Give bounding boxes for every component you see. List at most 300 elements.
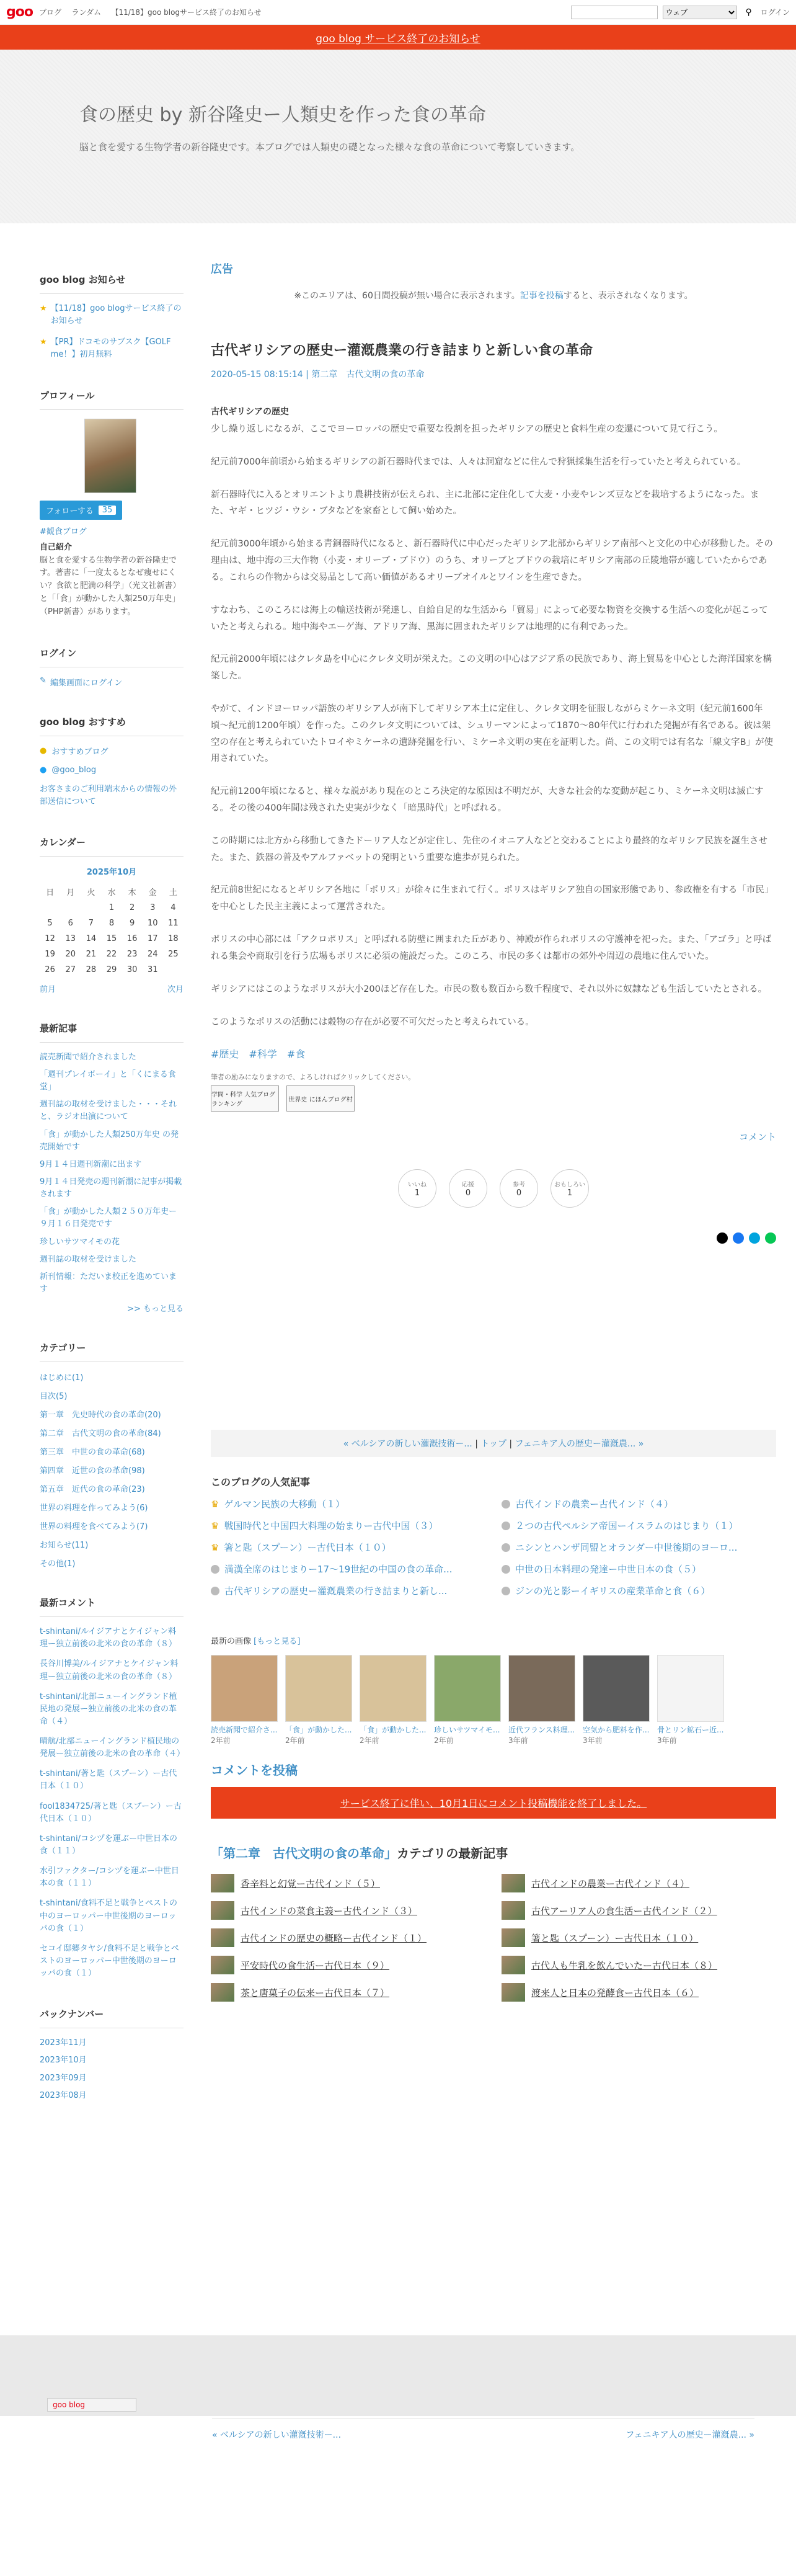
latest-image-caption[interactable]: 珍しいサツマイモ...	[434, 1726, 500, 1735]
line-share-icon[interactable]	[765, 1232, 776, 1244]
crown-icon: ♛	[211, 1541, 219, 1553]
calendar-weekday: 日	[46, 888, 55, 898]
category-link[interactable]: 目次(5)	[40, 1392, 68, 1402]
latest-image-item[interactable]	[285, 1655, 352, 1745]
category-latest-thumbnail[interactable]	[211, 1983, 234, 2002]
entry-subheading: 古代ギリシアの歴史	[211, 407, 289, 417]
latest-comment-link[interactable]: 長谷川博美/ルイジアナとケイジャン料理ー独立前後の北米の食の革命（８）	[40, 1659, 179, 1682]
category-latest-thumbnail[interactable]	[502, 1983, 525, 2002]
category-latest-link[interactable]: 平安時代の食生活ー古代日本（９）	[241, 1959, 390, 1971]
entry-paragraph: 紀元前3000年頃から始まる青銅器時代になると、新石器時代に中心だったギリシア北部からギリシア南部へと文化の中心が移動した。その理由は、地中海の三大作物（小麦・オリーブ・ブドウ）のうち、オリーブとブドウの栽培にギリシア南部の丘陵地帯が適していたからである。これらの作物からは交易品として高い価値があるオリーブオイルとワインを生産できた。	[211, 539, 773, 582]
popular-item	[211, 1584, 485, 1597]
calendar-day[interactable]: 23	[126, 949, 138, 959]
lightbulb-icon: ●	[40, 746, 47, 755]
tag-list	[211, 1046, 776, 1061]
notice-link[interactable]: 【11/18】goo blogサービス終了のお知らせ	[50, 304, 182, 326]
calendar-week	[40, 962, 184, 978]
category-latest-thumbnail[interactable]	[211, 1874, 234, 1892]
entry-paragraph: 紀元前8世紀になるとギリシア各地に「ポリス」が徐々に生まれて行く。ポリスはギリシア独自の国家形態であり、参政権を有する「市民」を中心とした民主主義によって運営された。	[211, 885, 774, 912]
latest-image-item[interactable]	[211, 1655, 278, 1745]
calendar-day[interactable]: 1	[108, 902, 115, 912]
calendar-day[interactable]: 30	[126, 965, 138, 974]
pager-top[interactable]: トップ	[480, 1439, 506, 1450]
login-link[interactable]: ログイン	[760, 8, 790, 17]
recent-article-link[interactable]: 9月１４日週刊新潮に出ます	[40, 1159, 142, 1169]
calendar-day[interactable]: 15	[106, 934, 117, 943]
backnumber-link[interactable]: 2023年09月	[40, 2073, 87, 2083]
popular-article-link[interactable]: 古代ギリシアの歴史ー灌漑農業の行き詰まりと新し...	[224, 1585, 448, 1597]
bullet-icon	[502, 1587, 510, 1595]
popular-item	[502, 1519, 776, 1532]
twitter-icon: ●	[40, 765, 47, 775]
star-icon: ★	[40, 304, 47, 313]
popular-item	[502, 1497, 776, 1510]
calendar-day[interactable]: 14	[86, 934, 97, 943]
footer-goo-blog-logo[interactable]: goo blog	[47, 2398, 136, 2412]
popular-item	[211, 1519, 485, 1532]
category-box	[40, 1341, 184, 1569]
entry-paragraph: 少し繰り返しになるが、ここでヨーロッパの歴史で重要な役割を担ったギリシアの歴史と食料生産の変遷について見て行こう。	[211, 424, 723, 434]
profile-heading: プロフィール	[40, 389, 184, 410]
category-latest-link[interactable]: 古代インドの歴史の概略ー古代インド（１）	[241, 1932, 427, 1944]
recent-more-link[interactable]: >> もっと見る	[127, 1304, 184, 1314]
category-latest-thumbnail[interactable]	[211, 1928, 234, 1947]
recommend-item	[40, 745, 184, 757]
calendar-day[interactable]: 18	[168, 934, 179, 943]
entry-paragraph: 紀元前1200年頃になると、様々な説があり現在のところ決定的な原因は不明だが、大きな社会的な変動が起こり、ミケーネ文明は滅亡する。その後の400年間は残された史実が少なく「暗黒時代」と呼ばれる。	[211, 787, 764, 813]
crown-icon: ♛	[211, 1498, 219, 1510]
entry-pager: « ベルシアの新しい灌漑技術ー... | トップ | フェニキア人の歴史ー灌漑農... »	[211, 1430, 776, 1457]
popular-item	[211, 1562, 485, 1575]
entry-category[interactable]: 第二章 古代文明の食の革命	[311, 370, 425, 380]
category-latest-thumbnail[interactable]	[502, 1956, 525, 1974]
calendar-heading: カレンダー	[40, 836, 184, 857]
category-link[interactable]: 第五章 近代の食の革命(23)	[40, 1485, 145, 1495]
latest-image-caption[interactable]: 近代フランス料理...	[508, 1726, 575, 1735]
latest-image-item[interactable]	[508, 1655, 575, 1745]
nav-random[interactable]: ランダム	[71, 8, 101, 17]
tag-link[interactable]: #科学	[249, 1048, 277, 1061]
popular-article-link[interactable]: 戦国時代と中国四大料理の始まりー古代中国（３）	[224, 1520, 438, 1532]
popular-article-link[interactable]: ジンの光と影ーイギリスの産業革命と食（６）	[515, 1585, 710, 1597]
calendar-day[interactable]: 13	[65, 934, 76, 943]
latest-image-age: 2年前	[285, 1736, 305, 1745]
category-latest-link[interactable]: 渡来人と日本の発酵食ー古代日本（６）	[531, 1987, 699, 1999]
popular-article-link[interactable]: 中世の日本料理の発達ー中世日本の食（５）	[515, 1564, 702, 1575]
backnumber-link[interactable]: 2023年11月	[40, 2038, 87, 2048]
calendar-day[interactable]: 25	[168, 949, 179, 959]
calendar-weekday: 火	[87, 888, 95, 898]
category-latest-item	[211, 1956, 485, 1974]
notice-box	[40, 273, 184, 362]
latest-image-item[interactable]	[583, 1655, 650, 1745]
profile-image[interactable]	[84, 419, 136, 493]
ranking-badge[interactable]: 学問・科学 人気ブログランキング	[211, 1085, 279, 1112]
category-latest-link[interactable]: 香辛料と幻覚ー古代インド（５）	[241, 1878, 381, 1889]
category-latest-item	[502, 1874, 776, 1892]
recent-heading: 最新記事	[40, 1022, 184, 1043]
profile-box	[40, 389, 184, 619]
latest-comment-link[interactable]: 晴航/北部ニューイングランド植民地の発展ー独立前後の北米の食の革命（４）	[40, 1737, 185, 1759]
category-link[interactable]: 第一章 先史時代の食の革命(20)	[40, 1411, 161, 1420]
latest-image-item[interactable]	[657, 1655, 724, 1745]
calendar-box	[40, 836, 184, 994]
notice-link[interactable]: 【PR】ドコモのサブスク【GOLF me！】初月無料	[50, 337, 171, 360]
calendar-day[interactable]: 31	[148, 965, 158, 974]
latest-image-age: 3年前	[583, 1736, 603, 1745]
pager-next[interactable]: フェニキア人の歴史ー灌漑農... »	[515, 1439, 644, 1450]
entry-paragraph: やがて、インドヨーロッパ語族のギリシア人が南下してギリシア本土に定住し、クレタ文明を征服しながらミケーネ文明（紀元前1600年頃〜紀元前1200年頃）を作った。このクレタ文明については、シュリーマンによって1870〜80年代に行われた発掘が有名である。彼は架空の存在と考えられていたトロイやミケーネの遺跡発掘を行い、ミケーネ文明の実在を証明した。尚、この文明では有名な「線文字B」が使用されていた。	[211, 703, 774, 764]
comments-heading: 最新コメント	[40, 1596, 184, 1617]
ranking-note: 筆者の励みになりますので、よろしければクリックしてください。	[211, 1073, 415, 1082]
entry-paragraph: ギリシアにはこのようなポリスが大小200ほど存在した。市民の数も数百から数千程度で、それ以外に奴隷なども生活していたとされる。	[211, 984, 767, 994]
entry-paragraph: ポリスの中心部には「アクロポリス」と呼ばれる防壁に囲まれた丘があり、神殿が作られポリスの守護神を祀った。また、「アゴラ」と呼ばれる集会や商取引を行う広場もポリスに必須の施設だった。このころ、市民の多くは都市の郊外や周辺の農地に住んでいた。	[211, 935, 772, 961]
popular-article-link[interactable]: ２つの古代ペルシア帝国ーイスラムのはじまり（１）	[515, 1520, 738, 1532]
calendar-day[interactable]: 21	[86, 949, 97, 959]
entry-paragraph: この時期には北方から移動してきたドーリア人などが定住し、先住のイオニア人などと交わることにより最終的なギリシア民族を誕生させた。また、鉄器の普及やアルファベットの発明という重要な進歩が見られた。	[211, 836, 767, 863]
facebook-share-icon[interactable]	[733, 1232, 744, 1244]
entry-paragraph: すなわち、このころには海上の輸送技術が発達し、自給自足的な生活から「貿易」によって必要な物資を交換する生活への変化が起こっていたと考えられる。地中海やエーゲ海、アドリア海、黒海に囲まれたギリシアは地理的に有利であった。	[211, 605, 768, 632]
calendar-weekday: 木	[128, 888, 136, 898]
popular-list	[211, 1497, 776, 1597]
blog-description: 脳と食を愛する生物学者の新谷隆史です。本ブログでは人類史の礎となった様々な食の革命について考察していきます。	[79, 141, 580, 153]
login-box	[40, 646, 184, 688]
star-icon: ★	[40, 337, 47, 347]
calendar-weekday: 月	[66, 888, 75, 898]
ranking-badges	[211, 1085, 776, 1112]
category-latest-heading	[211, 1843, 776, 1861]
profile-tag-link[interactable]: #観食ブログ	[40, 527, 87, 537]
latest-image-caption[interactable]: 「食」が動かした...	[360, 1726, 427, 1735]
bullet-icon	[211, 1587, 219, 1595]
latest-image-caption[interactable]: 骨とリン鉱石ー近...	[657, 1726, 724, 1735]
calendar-day	[163, 962, 184, 978]
bullet-icon	[502, 1500, 510, 1509]
recommend-box	[40, 715, 184, 808]
popular-item	[502, 1541, 776, 1554]
comments-box	[40, 1596, 184, 1980]
login-heading: ログイン	[40, 646, 184, 667]
pager-prev[interactable]: « ベルシアの新しい灌漑技術ー...	[343, 1439, 472, 1450]
reaction-count: 1	[414, 1188, 420, 1198]
latest-image-thumbnail[interactable]	[211, 1655, 278, 1722]
popular-article-link[interactable]: 箸と匙（スプーン）ー古代日本（１０）	[224, 1542, 391, 1554]
calendar-day[interactable]: 12	[45, 934, 55, 943]
category-latest-link[interactable]: 古代人も牛乳を飲んでいたー古代日本（８）	[531, 1959, 718, 1971]
post-comment-heading: コメントを投稿	[211, 1763, 298, 1778]
latest-image-age: 3年前	[508, 1736, 528, 1745]
calendar-day[interactable]: 8	[108, 918, 115, 928]
ad-note-prefix: ※このエリアは、60日間投稿が無い場合に表示されます。	[294, 291, 520, 301]
crown-icon: ♛	[211, 1520, 219, 1531]
calendar-nav	[40, 983, 184, 994]
category-latest-item	[211, 1928, 485, 1947]
share-buttons	[211, 1232, 776, 1244]
sidebar	[40, 223, 184, 2129]
category-latest-item	[211, 1874, 485, 1892]
top-nav	[39, 7, 269, 17]
follow-label: フォローする	[46, 506, 94, 516]
footer-next[interactable]: フェニキア人の歴史ー灌漑農... »	[626, 2430, 754, 2440]
blog-header	[0, 50, 796, 223]
category-latest-link[interactable]: 古代アーリア人の食生活ー古代インド（２）	[531, 1905, 717, 1917]
category-link[interactable]: 第四章 近世の食の革命(98)	[40, 1466, 145, 1476]
calendar-table	[40, 883, 184, 978]
reactions	[211, 1169, 776, 1208]
reaction-count: 0	[516, 1188, 522, 1198]
latest-image-age: 2年前	[360, 1736, 379, 1745]
recent-article-link[interactable]: 「食」が動かした人類２５０万年史ー９月１６日発売です	[40, 1207, 177, 1229]
follow-button[interactable]	[40, 501, 122, 520]
category-link[interactable]: 世界の料理を食べてみよう(7)	[40, 1522, 148, 1532]
recommend-link[interactable]: おすすめブログ	[51, 747, 108, 757]
x-share-icon[interactable]	[717, 1232, 728, 1244]
calendar-day[interactable]: 26	[45, 965, 55, 974]
notice-item	[40, 336, 184, 361]
category-latest-thumbnail[interactable]	[502, 1928, 525, 1947]
recent-article-link[interactable]: 週刊誌の取材を受けました・・・それと、ラジオ出演について	[40, 1100, 177, 1122]
category-heading: カテゴリー	[40, 1341, 184, 1362]
latest-images	[211, 1655, 776, 1745]
recent-article-link[interactable]: 「食」が動かした人類250万年史 の発売開始です	[40, 1130, 179, 1152]
nav-blog[interactable]: ブログ	[38, 8, 61, 17]
footer-prev[interactable]: « ベルシアの新しい灌漑技術ー...	[212, 2430, 342, 2440]
backnumber-link[interactable]: 2023年10月	[40, 2056, 87, 2066]
intro-label: 自己紹介	[40, 542, 73, 552]
intro-text: 脳と食を愛する生物学者の新谷隆史です。著書に「一度太るとなぜ痩せにくい？食欲と肥満の科学」（光文社新書）と「「食」が動かした人類250万年史」（PHP新書）があります。	[40, 555, 181, 617]
latest-image-thumbnail[interactable]	[657, 1655, 724, 1722]
latest-image-thumbnail[interactable]	[285, 1655, 352, 1722]
calendar-day[interactable]: 27	[65, 965, 76, 974]
calendar-day[interactable]: 3	[150, 902, 156, 912]
recent-article-link[interactable]: 新刊情報：ただいま校正を進めています	[40, 1272, 177, 1294]
category-latest-item	[211, 1901, 485, 1920]
calendar-day[interactable]: 9	[129, 918, 135, 928]
popular-article-link[interactable]: ゲルマン民族の大移動（１）	[224, 1499, 345, 1510]
calendar-week	[40, 900, 184, 916]
latest-comment-link[interactable]: t-shintani/北部ニューイングランド植民地の発展ー独立前後の北米の食の革命（４）	[40, 1691, 177, 1726]
category-latest-item	[502, 1901, 776, 1920]
calendar-day[interactable]: 29	[106, 965, 117, 974]
recent-article-link[interactable]: 珍しいサツマイモの花	[40, 1237, 120, 1247]
reaction-label: おもしろい	[554, 1182, 585, 1189]
calendar-day[interactable]: 24	[148, 949, 158, 959]
latest-image-item[interactable]	[434, 1655, 501, 1745]
popular-heading: このブログの人気記事	[211, 1476, 311, 1489]
latest-image-thumbnail[interactable]	[508, 1655, 575, 1722]
comment-link[interactable]: コメント	[738, 1131, 776, 1143]
calendar-weekday: 水	[107, 888, 116, 898]
calendar-week	[40, 916, 184, 931]
calendar-day[interactable]: 6	[68, 918, 73, 928]
nav-notice[interactable]: 【11/18】goo blogサービス終了のお知らせ	[111, 8, 262, 17]
external-transmission-link[interactable]: お客さまのご利用端末からの情報の外部送信について	[40, 784, 177, 806]
calendar-day[interactable]: 22	[106, 949, 117, 959]
calendar-day	[40, 900, 60, 916]
category-latest-link[interactable]: 茶と唐菓子の伝来ー古代日本（７）	[241, 1987, 390, 1999]
latest-images-heading	[211, 1634, 776, 1646]
recommend-heading: goo blog おすすめ	[40, 715, 184, 736]
calendar-day[interactable]: 17	[148, 934, 158, 943]
backnumber-heading: バックナンバー	[40, 2007, 184, 2028]
top-right	[571, 6, 790, 19]
bullet-icon	[502, 1522, 510, 1530]
post-article-link[interactable]: 記事を投稿	[520, 291, 564, 301]
footer-pager	[212, 2418, 754, 2441]
entry-meta: 2020-05-15 08:15:14 | 第二章 古代文明の食の革命	[211, 370, 425, 380]
notice-item	[40, 303, 184, 328]
calendar-next[interactable]: 次月	[167, 984, 184, 994]
latest-image-age: 2年前	[211, 1736, 231, 1745]
reaction-label: 参考	[513, 1182, 525, 1189]
recent-box	[40, 1022, 184, 1314]
category-link[interactable]: はじめに(1)	[40, 1373, 84, 1383]
search-input[interactable]	[571, 6, 658, 19]
category-latest-thumbnail[interactable]	[211, 1956, 234, 1974]
latest-image-thumbnail[interactable]	[434, 1655, 501, 1722]
popular-article-link[interactable]: 満漢全席のはじまりー17〜19世紀の中国の食の革命...	[224, 1564, 453, 1575]
calendar-day[interactable]: 28	[86, 965, 97, 974]
calendar-day[interactable]: 4	[170, 902, 176, 912]
category-latest-item	[502, 1983, 776, 2002]
latest-image-item[interactable]	[360, 1655, 427, 1745]
entry-paragraph: 新石器時代に入るとオリエントより農耕技術が伝えられ、主に北部に定住化して大麦・小麦やレンズ豆などを栽培するようになった。また、ヤギ・ヒツジ・ウシ・ブタなどを家畜として飼い始めた。	[211, 489, 759, 517]
recent-article-link[interactable]: 週刊誌の取材を受けました	[40, 1254, 137, 1264]
latest-image-caption[interactable]: 「食」が動かした...	[285, 1726, 352, 1735]
entry-paragraph: 紀元前2000年頃にはクレタ島を中心にクレタ文明が栄えた。この文明の中心はアジア系の民族であり、海上貿易を中心とした海洋国家を構築した。	[211, 654, 772, 682]
category-latest-thumbnail[interactable]	[211, 1901, 234, 1920]
blog-title[interactable]: 食の歴史 by 新谷隆史ー人類史を作った食の革命	[79, 104, 486, 126]
entry-paragraph: このようなポリスの活動には穀物の存在が必要不可欠だったと考えられている。	[211, 1017, 534, 1027]
category-latest-link[interactable]: 古代インドの菜食主義ー古代インド（３）	[241, 1905, 418, 1917]
hatena-share-icon[interactable]	[749, 1232, 760, 1244]
calendar-day[interactable]: 5	[47, 918, 53, 928]
backnumber-box	[40, 2007, 184, 2102]
category-latest-list	[211, 1874, 776, 2002]
popular-article-link[interactable]: ニシンとハンザ同盟とオランダー中世後期のヨーロ...	[515, 1542, 738, 1554]
latest-image-thumbnail[interactable]	[583, 1655, 650, 1722]
reaction-button[interactable]	[398, 1169, 436, 1208]
category-link[interactable]: 第二章 古代文明の食の革命(84)	[40, 1429, 161, 1439]
calendar-day[interactable]: 2	[129, 902, 135, 912]
calendar-weekday: 土	[169, 888, 177, 898]
category-latest-link[interactable]: 箸と匙（スプーン）ー古代日本（１０）	[531, 1932, 699, 1944]
recent-article-link[interactable]: 「週刊プレイボーイ」と「くにまる食堂」	[40, 1069, 176, 1092]
ranking-badge[interactable]: 世界史 にほんブログ村	[286, 1085, 355, 1112]
category-link[interactable]: 世界の料理を作ってみよう(6)	[40, 1504, 148, 1513]
reaction-label: いいね	[408, 1182, 427, 1189]
calendar-day[interactable]: 20	[65, 949, 76, 959]
latest-comment-link[interactable]: t-shintani/著と匙（スプーン）ー古代日本（１０）	[40, 1769, 177, 1791]
latest-image-age: 2年前	[434, 1736, 454, 1745]
category-latest-suffix: カテゴリの最新記事	[397, 1846, 508, 1861]
reaction-label: 応援	[462, 1182, 474, 1189]
main-content	[211, 223, 776, 2129]
latest-comment-link[interactable]: t-shintani/食料不足と戦争とペストの中のヨーロッパー中世後期のヨーロッパの食（１）	[40, 1899, 177, 1933]
calendar-day[interactable]: 11	[168, 918, 179, 928]
follow-count: 35	[99, 506, 117, 515]
latest-comment-link[interactable]: t-shintani/ルイジアナとケイジャン料理ー独立前後の北米の食の革命（８）	[40, 1627, 177, 1649]
category-latest-item	[502, 1928, 776, 1947]
category-latest-thumbnail[interactable]	[502, 1874, 525, 1892]
category-latest-thumbnail[interactable]	[502, 1901, 525, 1920]
edit-login-link[interactable]	[40, 676, 184, 688]
popular-item	[211, 1497, 485, 1510]
comment-closed-notice[interactable]: サービス終了に伴い、10月1日にコメント投稿機能を終了しました。	[211, 1787, 776, 1819]
category-latest-link[interactable]: 「第二章 古代文明の食の革命」	[211, 1846, 397, 1861]
entry-title[interactable]: 古代ギリシアの歴史ー灌漑農業の行き詰まりと新しい食の革命	[211, 343, 593, 359]
service-end-link[interactable]: goo blog サービス終了のお知らせ	[316, 32, 480, 45]
recent-article-link[interactable]: 読売新聞で紹介されました	[40, 1052, 137, 1062]
latest-comment-link[interactable]: fool1834725/著と匙（スプーン）ー古代日本（１０）	[40, 1801, 182, 1824]
reaction-button[interactable]	[551, 1169, 589, 1208]
calendar-day[interactable]: 7	[88, 918, 94, 928]
top-bar	[0, 0, 796, 25]
latest-comment-link[interactable]: t-shintani/コシヅを運ぶー中世日本の食（１１）	[40, 1834, 177, 1856]
category-link[interactable]: 第三章 中世の食の革命(68)	[40, 1448, 145, 1458]
popular-item	[502, 1562, 776, 1575]
category-latest-item	[502, 1956, 776, 1974]
search-icon[interactable]: ⚲	[742, 6, 756, 19]
entry-body	[211, 405, 776, 1030]
backnumber-link[interactable]: 2023年08月	[40, 2090, 87, 2100]
calendar-day	[60, 900, 81, 916]
calendar-day	[81, 900, 101, 916]
latest-comment-link[interactable]: 水引ファクター/コシヅを運ぶー中世日本の食（１１）	[40, 1866, 179, 1889]
recent-article-link[interactable]: 9月１４日発売の週刊新潮に記事が掲載されます	[40, 1177, 182, 1200]
calendar-month: 2025年10月	[86, 867, 137, 877]
reaction-button[interactable]	[449, 1169, 487, 1208]
category-link[interactable]: その他(1)	[40, 1559, 76, 1569]
calendar-weekday: 金	[148, 888, 157, 898]
tag-link[interactable]: #食	[286, 1048, 306, 1061]
calendar-week	[40, 947, 184, 962]
popular-item	[211, 1541, 485, 1554]
entry-date: 2020-05-15 08:15:14	[211, 370, 303, 380]
category-latest-item	[211, 1983, 485, 2002]
popular-article-link[interactable]: 古代インドの農業ー古代インド（４）	[515, 1499, 674, 1510]
latest-image-thumbnail[interactable]	[360, 1655, 427, 1722]
latest-image-age: 3年前	[657, 1736, 677, 1745]
calendar-day[interactable]: 10	[148, 918, 158, 928]
recommend-link[interactable]: @goo_blog	[51, 765, 97, 775]
bullet-icon	[502, 1565, 510, 1574]
notice-heading: goo blog お知らせ	[40, 273, 184, 294]
latest-image-caption[interactable]: 空気から肥料を作...	[583, 1726, 650, 1735]
search-scope-select[interactable]	[663, 6, 737, 19]
calendar-prev[interactable]: 前月	[40, 984, 56, 994]
calendar-day[interactable]: 16	[126, 934, 138, 943]
latest-comment-link[interactable]: セコイ邸郷タヤシ/食料不足と戦争とペストのヨーロッパー中世後期のヨーロッパの食（１）	[40, 1943, 179, 1979]
calendar-day[interactable]: 19	[45, 949, 55, 959]
category-link[interactable]: お知らせ(11)	[40, 1541, 89, 1551]
page-columns	[0, 223, 796, 2129]
reaction-count: 0	[465, 1188, 471, 1198]
entry-paragraph: 紀元前7000年前頃から始まるギリシアの新石器時代までは、人々は洞窟などに住んで狩猟採集生活を行っていたと考えられている。	[211, 457, 746, 467]
service-end-notice-bar	[0, 25, 796, 50]
popular-item	[502, 1584, 776, 1597]
ad-note-suffix: すると、表示されなくなります。	[563, 291, 693, 301]
reaction-button[interactable]	[500, 1169, 538, 1208]
bullet-icon	[502, 1543, 510, 1552]
latest-image-caption[interactable]: 読売新聞で紹介さ...	[211, 1726, 278, 1735]
goo-logo[interactable]: goo	[6, 4, 33, 20]
tag-link[interactable]: #歴史	[211, 1048, 239, 1061]
category-latest-link[interactable]: 古代インドの農業ー古代インド（４）	[531, 1878, 690, 1889]
latest-images-more[interactable]: [もっと見る]	[254, 1637, 301, 1647]
pencil-icon: ✎	[40, 675, 46, 685]
ad-note	[211, 289, 776, 301]
